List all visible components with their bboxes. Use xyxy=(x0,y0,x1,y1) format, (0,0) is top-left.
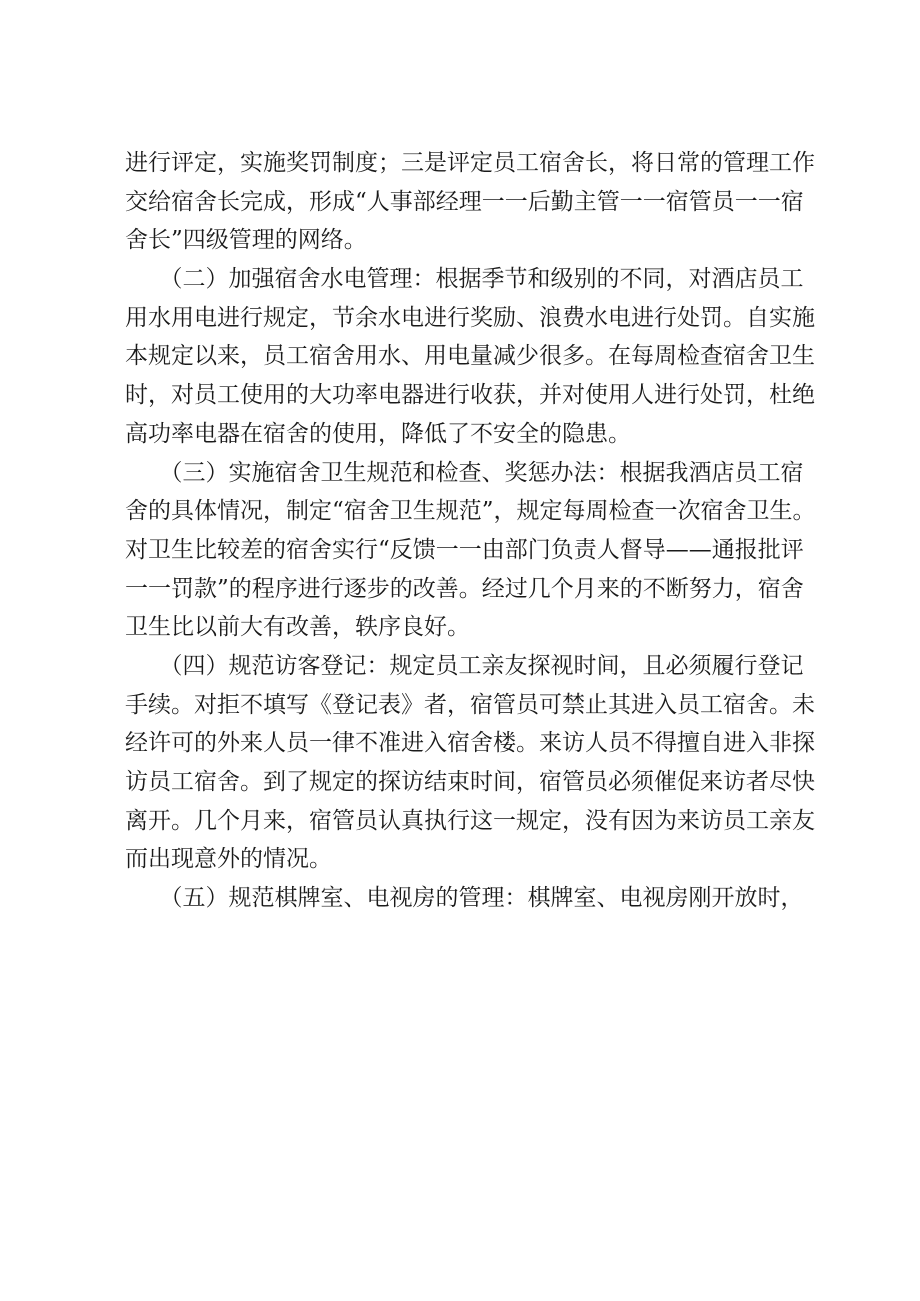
text-line: 舍长”四级管理的网络。 xyxy=(125,227,367,254)
text-line: 卫生比以前大有改善，轶序良好。 xyxy=(125,614,470,641)
paragraph-water-electricity-management xyxy=(125,260,825,453)
paragraph-hygiene-standards xyxy=(125,454,825,647)
paragraph-dormitory-leader-continued xyxy=(125,144,825,260)
text-line: （二）加强宿舍水电管理：根据季节和级别的不同，对酒店员工 xyxy=(125,266,804,293)
text-line: （五）规范棋牌室、电视房的管理：棋牌室、电视房刚开放时， xyxy=(125,885,804,912)
paragraph-visitor-registration xyxy=(125,647,825,879)
text-line: 高功率电器在宿舍的使用，降低了不安全的隐患。 xyxy=(125,420,631,447)
text-line: 离开。几个月来，宿管员认真执行这一规定，没有因为来访员工亲友 xyxy=(125,807,815,834)
text-line: 一一罚款”的程序进行逐步的改善。经过几个月来的不断努力，宿舍 xyxy=(125,575,804,602)
text-line: 对卫生比较差的宿舍实行“反馈一一由部门负责人督导——通报批评 xyxy=(125,536,804,563)
text-line: 进行评定，实施奖罚制度；三是评定员工宿舍长，将日常的管理工作 xyxy=(125,150,815,176)
document-body xyxy=(125,144,825,918)
text-line: 本规定以来，员工宿舍用水、用电量减少很多。在每周检查宿舍卫生 xyxy=(125,343,815,370)
text-line: 手续。对拒不填写《登记表》者，宿管员可禁止其进入员工宿舍。未 xyxy=(125,691,815,718)
text-line: 用水用电进行规定，节余水电进行奖励、浪费水电进行处罚。自实施 xyxy=(125,304,815,331)
text-line: （四）规范访客登记：规定员工亲友探视时间，且必须履行登记 xyxy=(125,652,804,679)
paragraph-game-tv-room-management xyxy=(125,879,825,918)
text-line: 舍的具体情况，制定“宿舍卫生规范”，规定每周检查一次宿舍卫生。 xyxy=(125,498,816,525)
text-line: 访员工宿舍。到了规定的探访结束时间，宿管员必须催促来访者尽快 xyxy=(125,769,815,795)
text-line: 时，对员工使用的大功率电器进行收获，并对使用人进行处罚，杜绝 xyxy=(125,382,815,409)
text-line: 而出现意外的情况。 xyxy=(125,846,332,873)
text-line: 交给宿舍长完成，形成“人事部经理一一后勤主管一一宿管员一一宿 xyxy=(125,188,804,215)
text-line: 经许可的外来人员一律不准进入宿舍楼。来访人员不得擅自进入非探 xyxy=(125,730,815,757)
text-line: （三）实施宿舍卫生规范和检查、奖惩办法：根据我酒店员工宿 xyxy=(125,459,804,486)
